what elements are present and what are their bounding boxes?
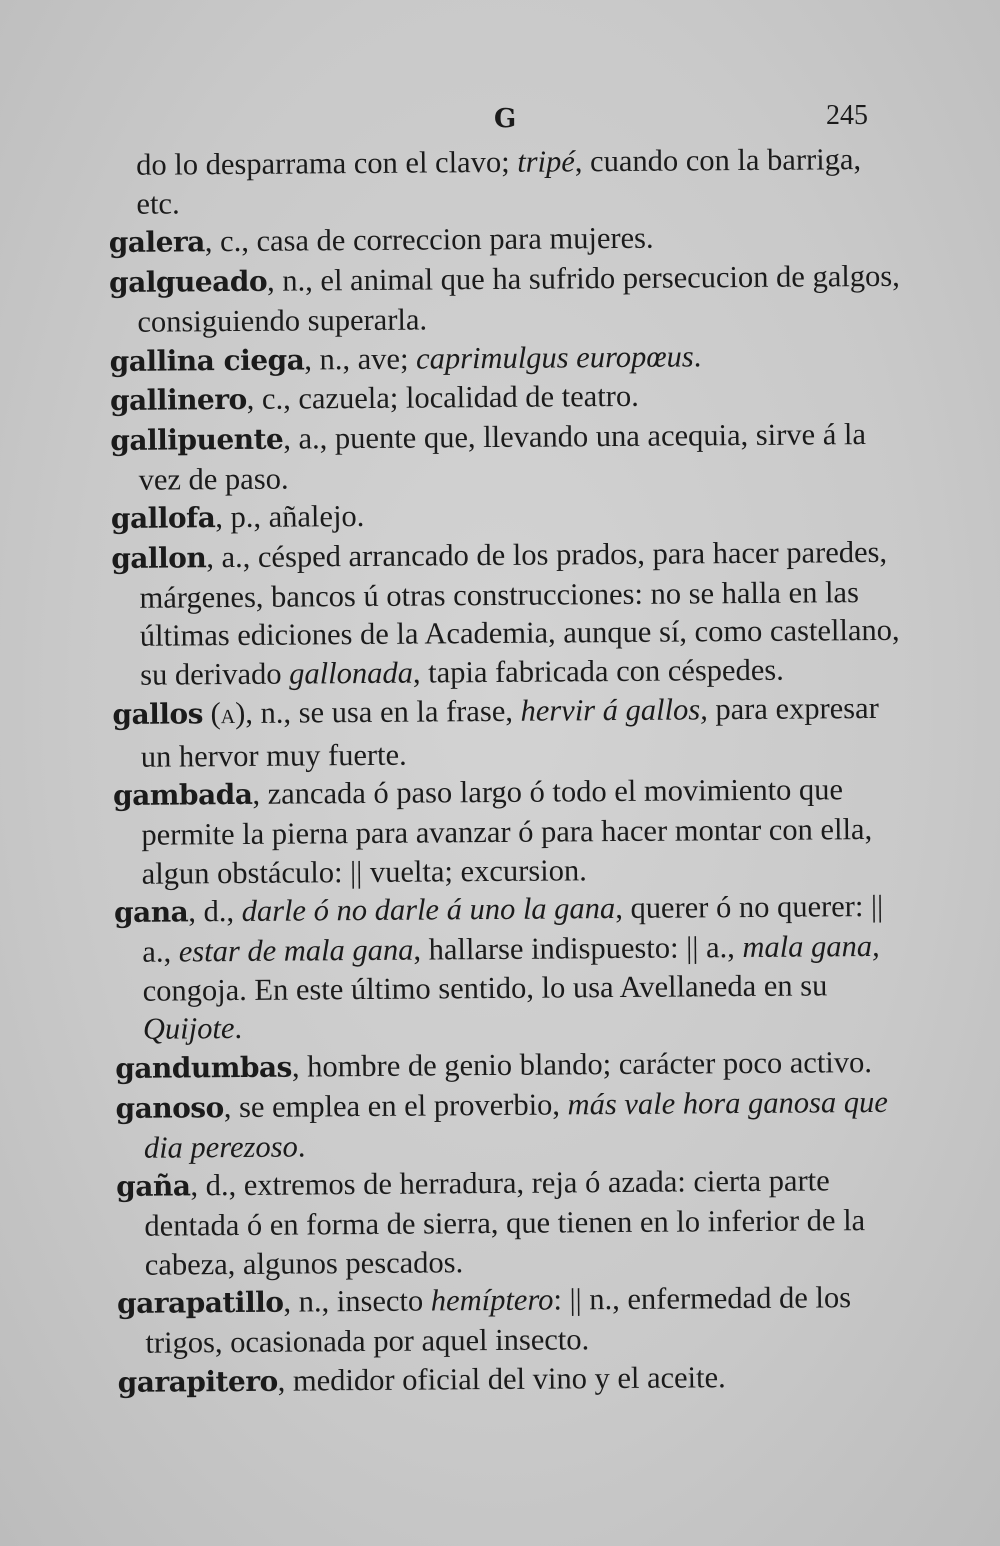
dictionary-entry: [110, 335, 910, 381]
entry-italic-text: gallonada: [289, 655, 414, 691]
entry-text: , zancada ó paso largo ó todo el movimiento que permite la pierna para avanzar ó para hacer montar con ella, algun obstáculo: || vuelta; excursion.: [141, 772, 873, 891]
entry-text: , d.,: [188, 894, 242, 929]
section-letter: G: [494, 104, 517, 134]
entry-text: , a., césped arrancado de los prados, para hacer paredes, márgenes, bancos ú otras construcciones: no se halla en las últimas ediciones de la Academia, aunque sí, como castellano, su derivado: [139, 534, 900, 692]
entry-italic-text: hemíptero: [430, 1282, 554, 1318]
page-number: 245: [826, 100, 868, 131]
entry-text: , d., extremos de herradura, reja ó azada: cierta parte dentada ó en forma de sierra, que tienen en lo inferior de la cabeza, algunos pescados.: [144, 1163, 866, 1282]
entry-headword: gallon: [111, 541, 207, 576]
entry-text: , tapia fabricada con céspedes.: [412, 652, 784, 690]
dictionary-entry: [110, 415, 911, 500]
entry-text: , c., cazuela; localidad de teatro.: [246, 379, 639, 417]
dictionary-entry: [109, 257, 910, 342]
dictionary-entry: [115, 1083, 916, 1168]
page-header: [0, 100, 1000, 140]
entry-text: para expresar un hervor muy fuerte.: [140, 690, 879, 774]
entry-italic-text: darle ó no darle á uno la gana: [241, 891, 616, 929]
entry-italic-text: más vale hora ganosa que dia perezoso: [143, 1084, 888, 1165]
entry-headword: gaña: [116, 1169, 191, 1204]
dictionary-entry: [111, 533, 912, 695]
entry-text: .: [693, 338, 702, 373]
entry-text: , c., casa de correccion para mujeres.: [204, 221, 654, 259]
dictionary-entry: [115, 1043, 915, 1089]
dictionary-entry: [109, 217, 909, 263]
entry-italic-text: caprimulgus europœus: [415, 338, 694, 376]
dictionary-entry: [118, 1356, 918, 1402]
entry-italic-text: mala gana,: [742, 929, 880, 965]
dictionary-entry: [117, 1278, 918, 1363]
dictionary-entry: [112, 689, 913, 777]
entry-text: .: [297, 1129, 306, 1164]
entry-text: , n., el animal que ha sufrido persecucion de galgos, consiguiendo superarla.: [137, 258, 900, 339]
entry-italic-text: hervir á gallos,: [520, 692, 708, 728]
entry-text: congoja. En este último sentido, lo usa Avellaneda en su: [142, 968, 828, 1008]
dictionary-entry: [108, 140, 909, 224]
entry-text: , se emplea en el proverbio,: [223, 1087, 568, 1124]
entry-text: ), n., se usa en la frase,: [235, 693, 521, 730]
entry-italic-text: tripé: [517, 144, 575, 179]
dictionary-entry: [116, 1161, 917, 1284]
entry-text: , a., puente que, llevando una acequia, sirve á la vez de paso.: [138, 416, 867, 497]
entry-headword: gallipuente: [110, 422, 284, 457]
entry-text: , n., ave;: [304, 341, 417, 376]
entry-text: , p., añalejo.: [215, 499, 365, 535]
entry-headword: ganoso: [115, 1090, 224, 1125]
entry-text: , hallarse indispuesto: || a.,: [413, 930, 743, 967]
dictionary-entry: [114, 887, 915, 1049]
entry-italic-text: estar de mala gana: [178, 932, 414, 969]
entry-text: .: [234, 1011, 243, 1046]
entry-text: (: [202, 695, 221, 731]
entry-headword: galera: [108, 225, 205, 260]
entry-continuation-text: do lo desparrama con el clavo;: [136, 144, 518, 182]
entry-headword: gallofa: [110, 501, 216, 536]
entry-text: , medidor oficial del vino y el aceite.: [277, 1359, 726, 1398]
dictionary-entry: [110, 375, 910, 421]
entry-headword: gandumbas: [115, 1050, 292, 1086]
dictionary-entries: [108, 140, 918, 1403]
entry-text: , cuando con la barriga, etc.: [136, 142, 862, 221]
entry-headword: galgueado: [108, 264, 268, 300]
entry-headword: gallinero: [109, 383, 247, 418]
entry-text: , n., insecto: [283, 1283, 431, 1320]
dictionary-entry: [111, 493, 911, 539]
entry-italic-text: Quijote: [142, 1011, 235, 1047]
entry-text: , querer ó no querer: || a.,: [142, 889, 884, 969]
entry-text: , hombre de genio blando; carácter poco activo.: [291, 1045, 873, 1084]
entry-text: : || n., enfermedad de los trigos, ocasionada por aquel insecto.: [145, 1280, 852, 1360]
entry-headword: garapitero: [117, 1364, 278, 1399]
entry-headword: gana: [113, 895, 189, 930]
dictionary-entry: [113, 770, 914, 893]
entry-headword: gambada: [112, 778, 253, 813]
entry-text: A: [220, 705, 236, 728]
entry-headword: garapatillo: [116, 1286, 284, 1321]
entry-headword: gallos: [112, 697, 204, 731]
entry-headword: gallina ciega: [109, 342, 305, 378]
